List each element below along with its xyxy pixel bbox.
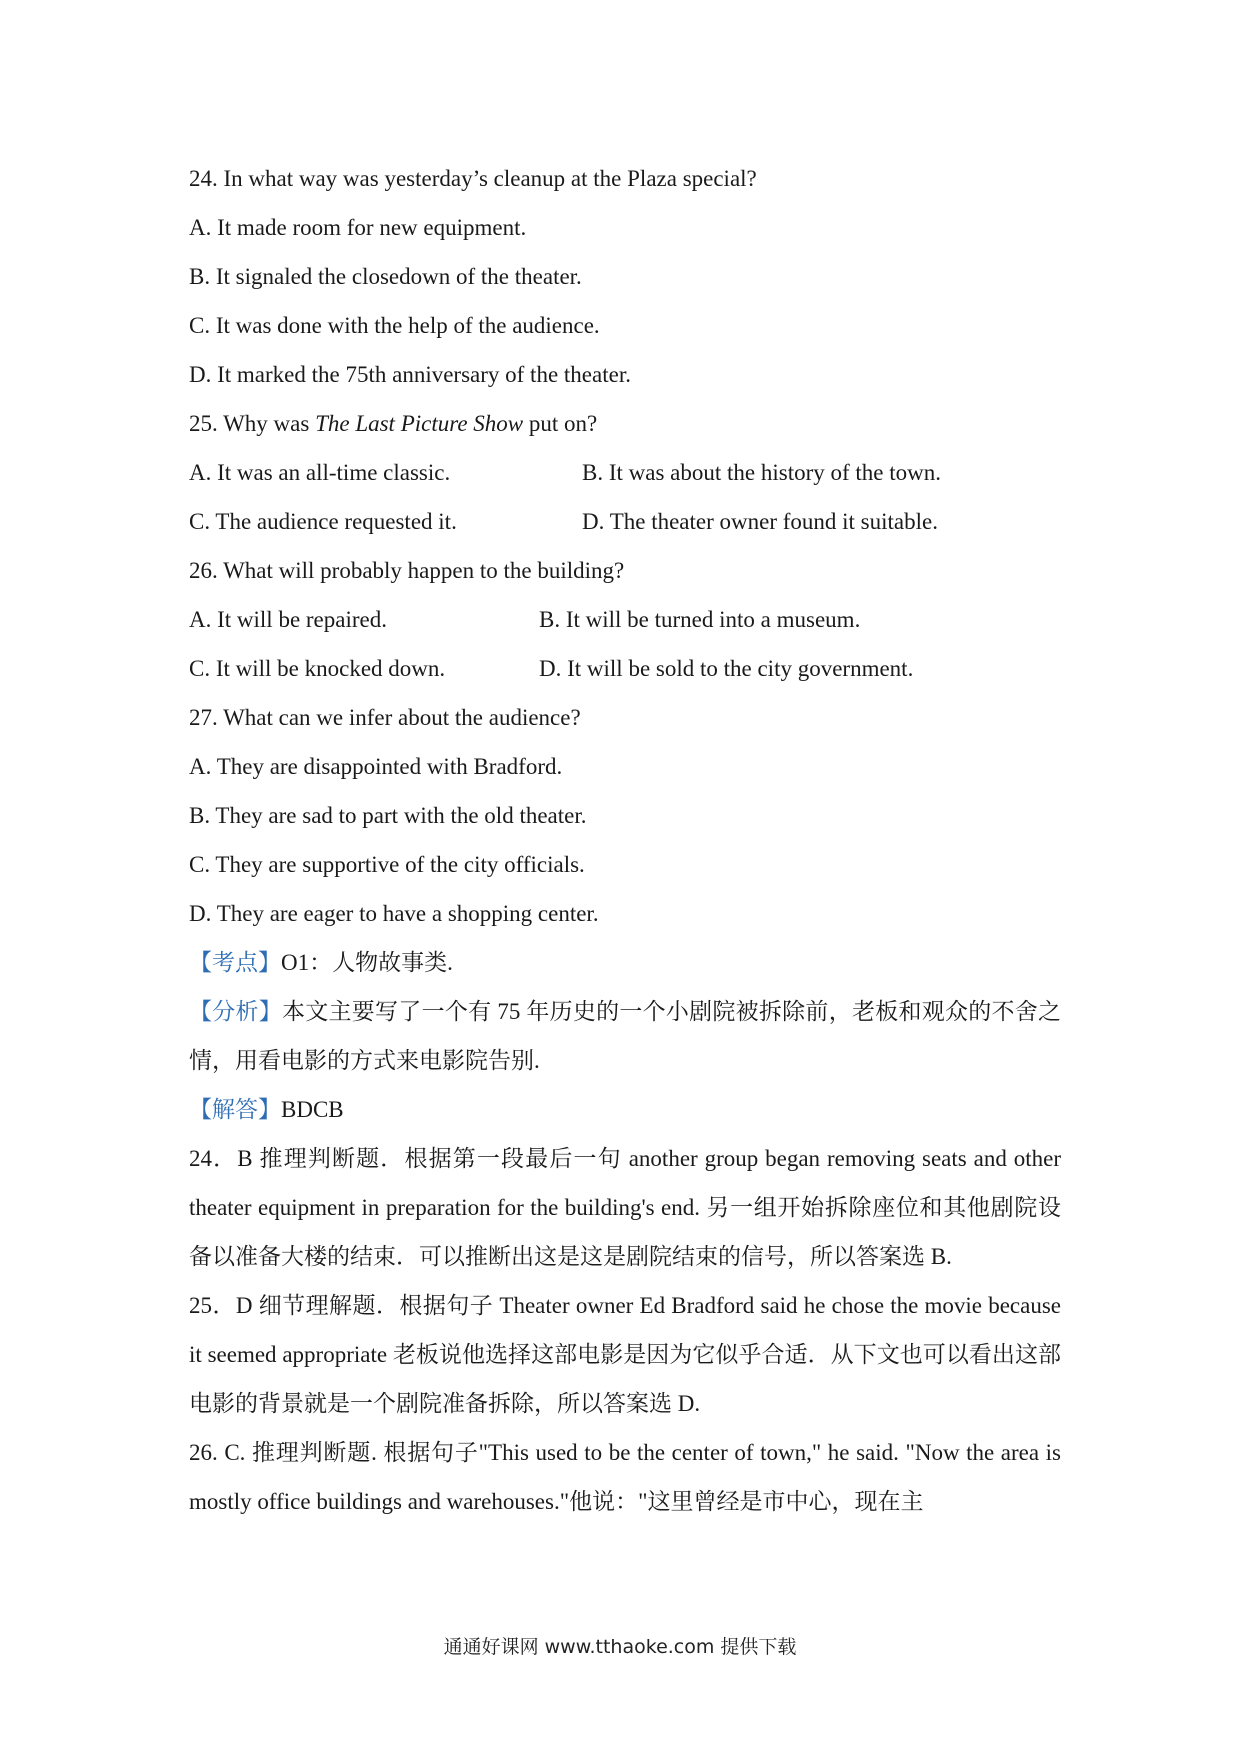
kaodian-line bbox=[189, 938, 1061, 987]
question-25-options-row-2 bbox=[189, 497, 1061, 546]
question-26-stem: 26. What will probably happen to the building? bbox=[189, 558, 625, 583]
question-24-option-d: D. It marked the 75th anniversary of the theater. bbox=[189, 362, 631, 387]
kaodian-text: O1：人物故事类. bbox=[281, 950, 453, 975]
question-26-options-row-2 bbox=[189, 644, 1061, 693]
fenxi-paragraph bbox=[189, 987, 1061, 1085]
question-25-options-row-1 bbox=[189, 448, 1061, 497]
question-24-stem: 24. In what way was yesterday’s cleanup at the Plaza special? bbox=[189, 166, 757, 191]
question-26-options-row-1 bbox=[189, 595, 1061, 644]
fenxi-label: 【分析】 bbox=[189, 999, 283, 1024]
question-26-option-c: C. It will be knocked down. bbox=[189, 656, 446, 681]
question-25-stem-post: put on? bbox=[523, 411, 598, 436]
question-25-option-b: B. It was about the history of the town. bbox=[582, 460, 942, 485]
question-27-option-a: A. They are disappointed with Bradford. bbox=[189, 754, 563, 779]
document-body bbox=[189, 154, 1061, 1526]
question-24-option-b: B. It signaled the closedown of the theater. bbox=[189, 264, 582, 289]
explanation-24: 24．B 推理判断题．根据第一段最后一句 another group began removing seats and other theater equipment in preparation for the building's end. 另一组开始拆除座位和其他剧院设备以准备大楼的结束．可以推断出这是这是剧院结束的信号，所以答案选 B. bbox=[189, 1146, 1061, 1269]
question-24-option-c: C. It was done with the help of the audience. bbox=[189, 313, 600, 338]
jieda-label: 【解答】 bbox=[189, 1097, 281, 1122]
movie-title: The Last Picture Show bbox=[315, 411, 524, 436]
question-27-option-c: C. They are supportive of the city officials. bbox=[189, 852, 585, 877]
explanation-25: 25．D 细节理解题．根据句子 Theater owner Ed Bradford said he chose the movie because it seemed appropriate 老板说他选择这部电影是因为它似乎合适．从下文也可以看出这部电影的背景就是一个剧院准备拆除，所以答案选 D. bbox=[189, 1293, 1061, 1416]
jieda-line bbox=[189, 1085, 1061, 1134]
fenxi-text: 本文主要写了一个有 75 年历史的一个小剧院被拆除前，老板和观众的不舍之情，用看电影的方式来电影院告别. bbox=[189, 999, 1062, 1073]
footer-watermark: 通通好课网 www.tthaoke.com 提供下载 bbox=[443, 1636, 797, 1658]
question-25-stem bbox=[189, 399, 1061, 448]
question-27-option-b: B. They are sad to part with the old theater. bbox=[189, 803, 587, 828]
explanation-26: 26. C. 推理判断题. 根据句子"This used to be the center of town," he said. "Now the area is mostly office buildings and warehouses."他说："这里曾经是市中心，现在主 bbox=[189, 1440, 1061, 1514]
question-25-option-c: C. The audience requested it. bbox=[189, 509, 457, 534]
question-26-option-d: D. It will be sold to the city government. bbox=[539, 656, 914, 681]
question-25-stem-pre: 25. Why was bbox=[189, 411, 316, 436]
question-25-option-a: A. It was an all-time classic. bbox=[189, 460, 451, 485]
kaodian-label: 【考点】 bbox=[189, 950, 281, 975]
question-26-option-a: A. It will be repaired. bbox=[189, 607, 387, 632]
question-24-option-a: A. It made room for new equipment. bbox=[189, 215, 527, 240]
jieda-text: BDCB bbox=[281, 1097, 344, 1122]
question-26-option-b: B. It will be turned into a museum. bbox=[539, 607, 861, 632]
question-25-option-d: D. The theater owner found it suitable. bbox=[582, 509, 938, 534]
question-27-stem: 27. What can we infer about the audience? bbox=[189, 705, 581, 730]
question-27-option-d: D. They are eager to have a shopping center. bbox=[189, 901, 599, 926]
